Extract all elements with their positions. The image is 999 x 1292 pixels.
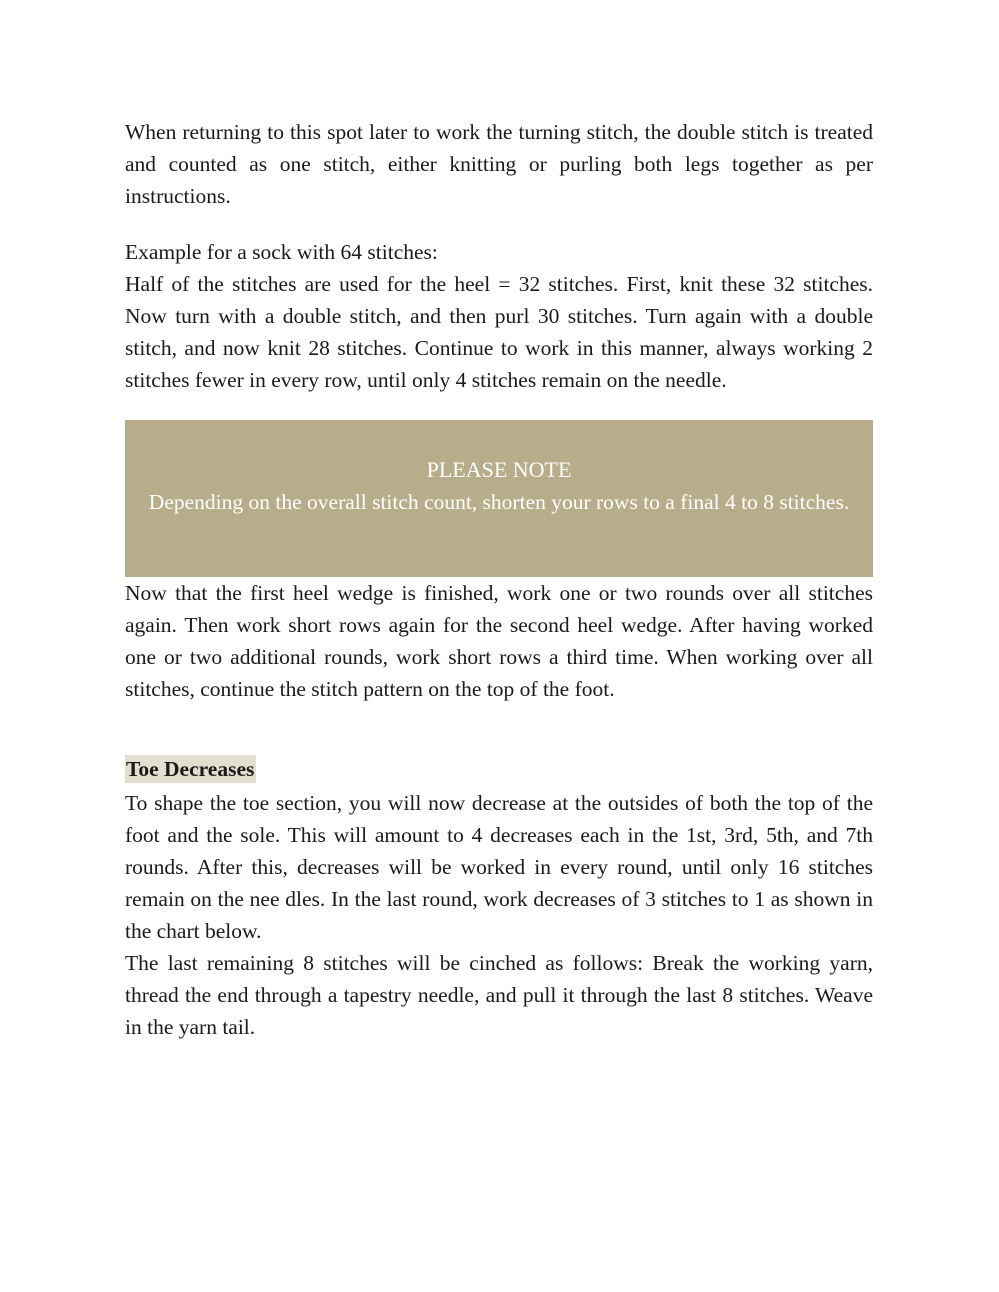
please-note-box [125,420,873,577]
toe-decreases-heading-row [125,755,873,787]
example-heading: Example for a sock with 64 stitches: [125,240,438,264]
toe-decreases-heading: Toe Decreases [126,757,255,781]
toe-decreases-paragraph: To shape the toe section, you will now decrease at the outsides of both the top of the foot and the sole. This will amount to 4 decreases each in the 1st, 3rd, 5th, and 7th rounds. After this, decreases will be worked in every round, until only 16 stitches remain on the nee dles. In the last round, work decreases of 3 stitches to 1 as shown in the chart below. [125,791,873,943]
heel-wedge-paragraph: Now that the first heel wedge is finished, work one or two rounds over all stitches again. Then work short rows again for the second heel wedge. After having worked one or two additional rounds, work short rows a third time. When working over all stitches, continue the stitch pattern on the top of the foot. [125,581,873,701]
cinch-paragraph: The last remaining 8 stitches will be cinched as follows: Break the working yarn, thread the end through a tapestry needle, and pull it through the last 8 stitches. Weave in the yarn tail. [125,951,873,1039]
note-body: Depending on the overall stitch count, shorten your rows to a final 4 to 8 stitches. [148,490,850,514]
note-title: PLEASE NOTE [426,457,572,482]
document-page [125,116,873,1043]
example-paragraph: Half of the stitches are used for the heel = 32 stitches. First, knit these 32 stitches. Now turn with a double stitch, and then purl 30 stitches. Turn again with a double stitch, and now knit 28 stitches. Continue to work in this manner, always working 2 stitches fewer in every row, until only 4 stitches remain on the needle. [125,272,873,392]
paragraph-spacer [125,212,873,236]
turning-stitch-paragraph: When returning to this spot later to work the turning stitch, the double stitch is treated and counted as one stitch, either knitting or purling both legs together as per instructions. [125,120,873,208]
